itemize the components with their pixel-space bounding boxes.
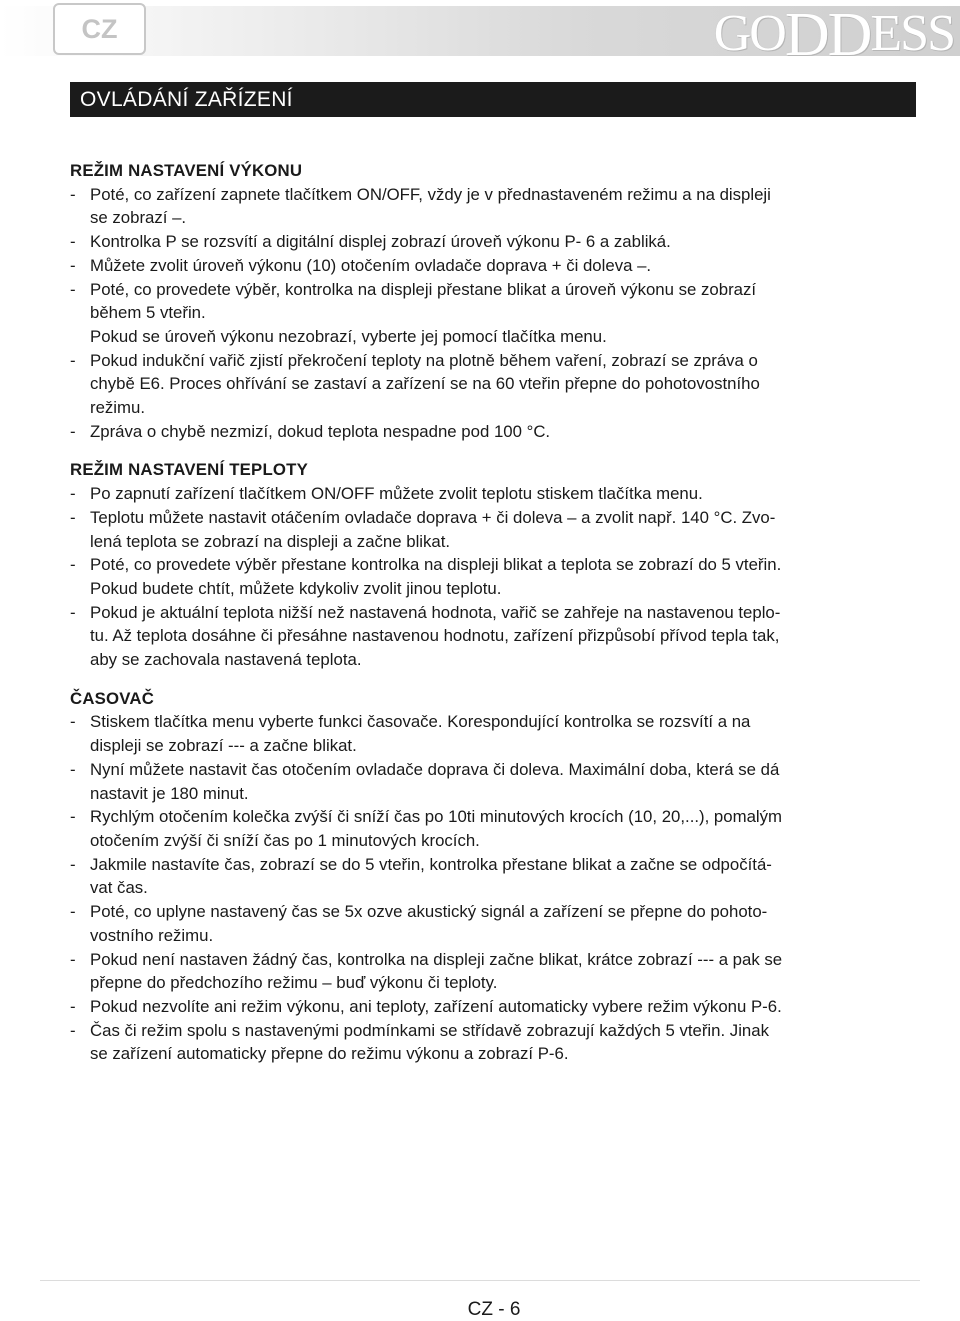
list-item: - Jakmile nastavíte čas, zobrazí se do 5 vteřin, kontrolka přestane blikat a začne se odpočítá- vat čas.	[70, 854, 772, 898]
list-item: - Poté, co provedete výběr, kontrolka na displeji přestane blikat a úroveň výkonu se zobrazí během 5 vteřin.	[70, 279, 757, 323]
list-item: - Rychlým otočením kolečka zvýší či sníží čas po 10ti minutových krocích (10, 20,...), pomalým otočením zvýší či sníží čas po 1 minutových krocích.	[70, 807, 783, 850]
list-item: - Poté, co provedete výběr přestane kontrolka na displeji blikat a teplota se zobrazí do 5 vteřin. Pokud budete chtít, můžete kdykoliv zvolit jinou teplotu.	[70, 555, 782, 598]
timer-list	[70, 710, 920, 1066]
section-title: OVLÁDÁNÍ ZAŘÍZENÍ	[80, 87, 293, 111]
list-item: - Pokud nezvolíte ani režim výkonu, ani teploty, zařízení automaticky vybere režim výkonu P-6.	[70, 996, 782, 1016]
logo-part-1: GO	[713, 5, 785, 62]
power-list	[70, 183, 920, 444]
footer-divider	[40, 1280, 920, 1281]
language-badge: CZ	[53, 3, 146, 55]
section-heading-power: REŽIM NASTAVENÍ VÝKONU	[70, 161, 303, 180]
section-heading-timer: ČASOVAČ	[70, 688, 155, 708]
list-item: - Poté, co uplyne nastavený čas se 5x ozve akustický signál a zařízení se přepne do pohoto- vostního režimu.	[70, 902, 768, 945]
logo-part-3: ESS	[870, 5, 954, 62]
page-number: CZ - 6	[467, 1299, 521, 1320]
brand-logo	[713, 1, 954, 69]
temperature-list	[70, 482, 920, 672]
list-item: - Pokud není nastaven žádný čas, kontrolka na displeji začne blikat, krátce zobrazí --- a pak se přepne do předchozího režimu – buď výkonu či teploty.	[70, 949, 783, 993]
list-item: - Stiskem tlačítka menu vyberte funkci časovače. Korespondující kontrolka se rozsvítí a na displeji se zobrazí --- a začne blikat.	[70, 712, 751, 756]
list-item: - Pokud je aktuální teplota nižší než nastavená hodnota, vařič se zahřeje na nastavenou teplo- tu. Až teplota dosáhne či přesáhne nastavenou hodnotu, zařízení přizpůsobí přívod tepla tak, aby se zachovala nastavená teplota.	[70, 602, 781, 670]
list-item: - Můžete zvolit úroveň výkonu (10) otočením ovladače doprava + či doleva –.	[70, 255, 652, 275]
logo-part-2: DD	[784, 1, 871, 69]
list-item: - Pokud indukční vařič zjistí překročení teploty na plotně během vaření, zobrazí se zpráva o chybě E6. Proces ohřívání se zastaví a zařízení se na 60 vteřin přepne do pohotovostního režimu.	[70, 350, 760, 418]
list-item: - Nyní můžete nastavit čas otočením ovladače doprava či doleva. Maximální doba, která se dá nastavit je 180 minut.	[70, 759, 780, 803]
list-item: - Zpráva o chybě nezmizí, dokud teplota nespadne pod 100 °C.	[70, 421, 551, 441]
document-body	[70, 159, 920, 1066]
list-item: - Teplotu můžete nastavit otáčením ovladače doprava + či doleva – a zvolit např. 140 °C. Zvo- lená teplota se zobrazí na displeji a začne blikat.	[70, 507, 776, 551]
list-item: - Po zapnutí zařízení tlačítkem ON/OFF můžete zvolit teplotu stiskem tlačítka menu.	[70, 484, 703, 504]
section-title-bar	[70, 82, 916, 117]
list-item: - Kontrolka P se rozsvítí a digitální displej zobrazí úroveň výkonu P- 6 a zabliká.	[70, 232, 671, 252]
list-item: - Čas či režim spolu s nastavenými podmínkami se střídavě zobrazují každých 5 vteřin. Jinak se zařízení automaticky přepne do režimu výkonu a zobrazí P-6.	[70, 1020, 769, 1064]
list-item-continuation: Pokud se úroveň výkonu nezobrazí, vyberte jej pomocí tlačítka menu.	[90, 326, 607, 346]
section-heading-temperature: REŽIM NASTAVENÍ TEPLOTY	[70, 460, 308, 480]
list-item: - Poté, co zařízení zapnete tlačítkem ON/OFF, vždy je v přednastaveném režimu a na displeji se zobrazí –.	[70, 184, 771, 228]
